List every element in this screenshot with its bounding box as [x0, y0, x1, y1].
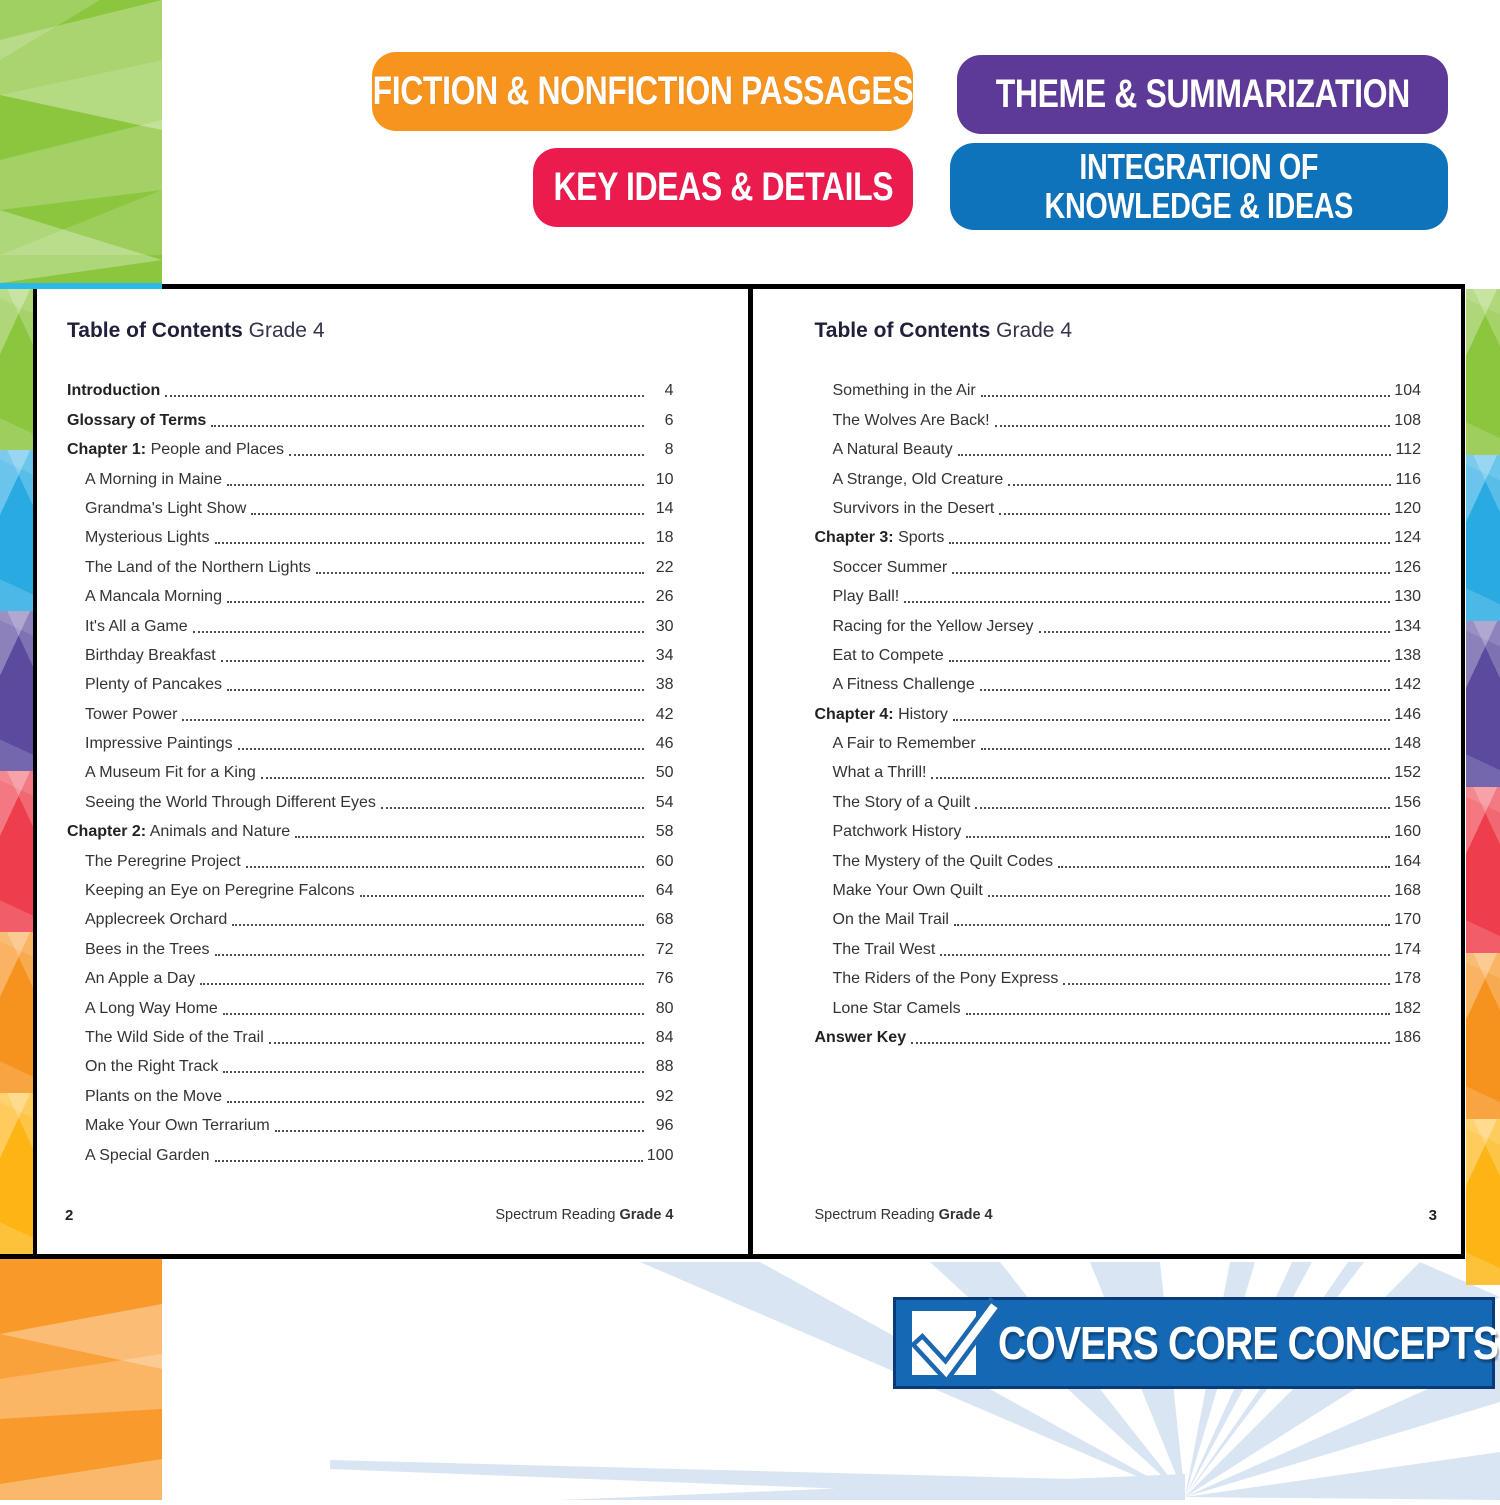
dotted-leader: [215, 1160, 643, 1162]
toc-page-number: 54: [655, 793, 674, 811]
toc-entry: A Fitness Challenge 142: [832, 676, 1421, 694]
dotted-leader: [165, 395, 643, 397]
toc-page-right: [753, 289, 1462, 1254]
toc-entry: The Peregrine Project 60: [85, 852, 674, 870]
dotted-leader: [221, 660, 644, 662]
book-spread: [33, 284, 1465, 1259]
toc-entry: Survivors in the Desert 120: [832, 499, 1421, 517]
toc-entry: Chapter 4: History 146: [814, 705, 1421, 723]
dotted-leader: [246, 866, 644, 868]
rainbow-strip-segment: [1466, 787, 1500, 953]
dotted-leader: [193, 631, 644, 633]
dotted-leader: [215, 542, 644, 544]
toc-page-number: 156: [1394, 793, 1421, 811]
badge-theme-summarization: [957, 55, 1448, 134]
badge-key-ideas: [533, 148, 913, 227]
toc-page-number: 178: [1394, 970, 1421, 988]
decor-green-block: [0, 0, 162, 283]
toc-page-number: 22: [655, 558, 674, 576]
toc-entry: Introduction 4: [67, 382, 674, 400]
rainbow-strip-segment: [0, 450, 33, 611]
covers-core-concepts-banner: [893, 1297, 1499, 1389]
rainbow-strip-segment: [1466, 621, 1500, 787]
toc-page-number: 104: [1394, 382, 1421, 400]
toc-entry: The Story of a Quilt 156: [832, 793, 1421, 811]
dotted-leader: [227, 689, 644, 691]
toc-page-number: 100: [646, 1146, 674, 1164]
dotted-leader: [958, 454, 1391, 456]
toc-page-number: 160: [1394, 823, 1421, 841]
dotted-leader: [1063, 983, 1390, 985]
toc-entry: Plants on the Move 92: [85, 1087, 674, 1105]
toc-entry: What a Thrill! 152: [832, 764, 1421, 782]
toc-entry: Chapter 1: People and Places 8: [67, 441, 674, 459]
dotted-leader: [381, 807, 644, 809]
rainbow-strip-segment: [0, 932, 33, 1093]
toc-entry: On the Mail Trail 170: [832, 911, 1421, 929]
dotted-leader: [182, 719, 643, 721]
toc-entry: On the Right Track 88: [85, 1058, 674, 1076]
toc-page-number: 64: [655, 882, 674, 900]
toc-page-number: 174: [1394, 940, 1421, 958]
toc-page-number: 182: [1394, 999, 1421, 1017]
footer-book-title: Spectrum Reading Grade 4: [495, 1207, 674, 1223]
toc-entry: Something in the Air 104: [832, 382, 1421, 400]
rainbow-strip-segment: [0, 289, 33, 450]
toc-entry: Answer Key 186: [814, 1028, 1421, 1046]
badge-label: KEY IDEAS & DETAILS: [553, 165, 893, 209]
dotted-leader: [931, 777, 1390, 779]
dotted-leader: [952, 572, 1390, 574]
toc-page-number: 84: [655, 1028, 674, 1046]
toc-entry: Eat to Compete 138: [832, 646, 1421, 664]
badge-label: THEME & SUMMARIZATION: [995, 72, 1410, 116]
toc-entry: Make Your Own Quilt 168: [832, 882, 1421, 900]
toc-page-number: 168: [1394, 882, 1421, 900]
dotted-leader: [316, 572, 644, 574]
dotted-leader: [995, 425, 1391, 427]
toc-list-left: [67, 377, 674, 1171]
toc-entry: A Morning in Maine 10: [85, 470, 674, 488]
toc-entry: Lone Star Camels 182: [832, 999, 1421, 1017]
rainbow-strip-segment: [0, 771, 33, 932]
toc-page-number: 18: [655, 529, 674, 547]
toc-entry: Tower Power 42: [85, 705, 674, 723]
toc-entry: Keeping an Eye on Peregrine Falcons 64: [85, 882, 674, 900]
toc-entry: A Long Way Home 80: [85, 999, 674, 1017]
toc-entry: Glossary of Terms 6: [67, 411, 674, 429]
toc-page-number: 42: [655, 705, 674, 723]
rainbow-strip-right: [1466, 289, 1500, 1285]
dotted-leader: [988, 895, 1391, 897]
toc-page-number: 116: [1395, 470, 1421, 488]
toc-page-number: 142: [1394, 676, 1421, 694]
toc-entry: Birthday Breakfast 34: [85, 646, 674, 664]
toc-entry: Racing for the Yellow Jersey 134: [832, 617, 1421, 635]
dotted-leader: [966, 836, 1390, 838]
footer-book-title: Spectrum Reading Grade 4: [814, 1207, 993, 1223]
dotted-leader: [1058, 866, 1390, 868]
toc-page-number: 46: [655, 735, 674, 753]
toc-page-number: 120: [1394, 499, 1421, 517]
dotted-leader: [251, 513, 643, 515]
toc-page-number: 124: [1394, 529, 1421, 547]
dotted-leader: [269, 1042, 644, 1044]
dotted-leader: [940, 954, 1390, 956]
toc-entry: Applecreek Orchard 68: [85, 911, 674, 929]
toc-entry: Soccer Summer 126: [832, 558, 1421, 576]
dotted-leader: [911, 1042, 1390, 1044]
toc-page-number: 4: [664, 382, 674, 400]
dotted-leader: [1008, 484, 1391, 486]
checkmark-icon: [908, 1287, 1002, 1383]
toc-page-number: 138: [1394, 646, 1421, 664]
rainbow-strip-segment: [1466, 289, 1500, 455]
rainbow-strip-segment: [1466, 455, 1500, 621]
rainbow-strip-segment: [1466, 953, 1500, 1119]
badge-fiction-nonfiction: [372, 52, 913, 131]
dotted-leader: [949, 542, 1390, 544]
toc-page-number: 72: [655, 940, 674, 958]
dotted-leader: [954, 924, 1390, 926]
toc-page-number: 58: [655, 823, 674, 841]
dotted-leader: [1039, 631, 1391, 633]
toc-entry: Seeing the World Through Different Eyes 54: [85, 793, 674, 811]
dotted-leader: [223, 1013, 644, 1015]
toc-entry: Chapter 2: Animals and Nature 58: [67, 823, 674, 841]
dotted-leader: [275, 1130, 644, 1132]
toc-entry: Mysterious Lights 18: [85, 529, 674, 547]
dotted-leader: [999, 513, 1390, 515]
page-footer: [37, 1207, 748, 1224]
toc-entry: The Wild Side of the Trail 84: [85, 1028, 674, 1046]
dotted-leader: [211, 425, 643, 427]
dotted-leader: [980, 689, 1390, 691]
toc-entry: Plenty of Pancakes 38: [85, 676, 674, 694]
rainbow-strip-segment: [0, 1093, 33, 1254]
toc-page-number: 186: [1394, 1028, 1421, 1046]
dotted-leader: [261, 777, 644, 779]
toc-entry: The Riders of the Pony Express 178: [832, 970, 1421, 988]
toc-page-number: 8: [664, 441, 674, 459]
dotted-leader: [215, 954, 644, 956]
dotted-leader: [232, 924, 643, 926]
dotted-leader: [295, 836, 643, 838]
toc-page-number: 68: [655, 911, 674, 929]
toc-entry: The Land of the Northern Lights 22: [85, 558, 674, 576]
dotted-leader: [981, 748, 1391, 750]
dotted-leader: [953, 719, 1390, 721]
rainbow-strip-segment: [0, 611, 33, 772]
toc-page-number: 10: [655, 470, 674, 488]
badge-integration: [950, 143, 1448, 230]
toc-page-number: 80: [655, 999, 674, 1017]
toc-page-number: 76: [655, 970, 674, 988]
page-title: Table of Contents Grade 4: [67, 319, 325, 342]
toc-entry: A Museum Fit for a King 50: [85, 764, 674, 782]
checkbox: [912, 1311, 976, 1375]
dotted-leader: [966, 1013, 1391, 1015]
toc-page-number: 130: [1394, 588, 1421, 606]
toc-page-number: 126: [1394, 558, 1421, 576]
dotted-leader: [227, 1101, 644, 1103]
toc-page-number: 164: [1394, 852, 1421, 870]
dotted-leader: [949, 660, 1391, 662]
toc-page-number: 6: [664, 411, 674, 429]
dotted-leader: [289, 454, 644, 456]
page-number: 2: [65, 1207, 74, 1224]
dotted-leader: [227, 601, 644, 603]
toc-entry: Grandma's Light Show 14: [85, 499, 674, 517]
dotted-leader: [200, 983, 643, 985]
toc-page-number: 60: [655, 852, 674, 870]
toc-page-number: 30: [655, 617, 674, 635]
toc-entry: A Mancala Morning 26: [85, 588, 674, 606]
toc-entry: Patchwork History 160: [832, 823, 1421, 841]
toc-page-number: 146: [1394, 705, 1421, 723]
toc-entry: Make Your Own Terrarium 96: [85, 1117, 674, 1135]
toc-page-number: 112: [1395, 441, 1421, 459]
dotted-leader: [975, 807, 1390, 809]
rainbow-strip-left: [0, 289, 33, 1254]
toc-entry: An Apple a Day 76: [85, 970, 674, 988]
page-footer: [753, 1207, 1462, 1224]
dotted-leader: [223, 1071, 643, 1073]
toc-page-number: 50: [655, 764, 674, 782]
toc-entry: A Fair to Remember 148: [832, 735, 1421, 753]
toc-page-number: 134: [1394, 617, 1421, 635]
toc-entry: Bees in the Trees 72: [85, 940, 674, 958]
toc-page-number: 26: [655, 588, 674, 606]
dotted-leader: [238, 748, 644, 750]
toc-entry: The Mystery of the Quilt Codes 164: [832, 852, 1421, 870]
toc-entry: The Wolves Are Back! 108: [832, 411, 1421, 429]
badge-label: INTEGRATION OF KNOWLEDGE & IDEAS: [1044, 145, 1354, 226]
dotted-leader: [227, 484, 644, 486]
toc-page-left: [37, 289, 748, 1254]
toc-page-number: 148: [1394, 735, 1421, 753]
toc-page-number: 152: [1394, 764, 1421, 782]
toc-entry: Chapter 3: Sports 124: [814, 529, 1421, 547]
toc-page-number: 108: [1394, 411, 1421, 429]
toc-page-number: 34: [655, 646, 674, 664]
dotted-leader: [360, 895, 644, 897]
badge-label: FICTION & NONFICTION PASSAGES: [372, 69, 913, 113]
decor-cyan-line: [0, 283, 162, 289]
banner-label: COVERS CORE CONCEPTS: [998, 1317, 1499, 1369]
page-number: 3: [1428, 1207, 1437, 1224]
toc-entry: A Natural Beauty 112: [832, 441, 1421, 459]
decor-orange-block: [0, 1259, 162, 1500]
toc-page-number: 92: [655, 1087, 674, 1105]
dotted-leader: [904, 601, 1390, 603]
toc-entry: It's All a Game 30: [85, 617, 674, 635]
toc-page-number: 88: [655, 1058, 674, 1076]
toc-entry: The Trail West 174: [832, 940, 1421, 958]
toc-page-number: 96: [655, 1117, 674, 1135]
toc-entry: A Special Garden 100: [85, 1146, 674, 1164]
toc-entry: A Strange, Old Creature 116: [832, 470, 1421, 488]
toc-entry: Play Ball! 130: [832, 588, 1421, 606]
toc-page-number: 170: [1394, 911, 1421, 929]
toc-page-number: 14: [655, 499, 674, 517]
page-title: Table of Contents Grade 4: [814, 319, 1073, 342]
toc-list-right: [815, 377, 1422, 1053]
rainbow-strip-segment: [1466, 1119, 1500, 1285]
toc-page-number: 38: [655, 676, 674, 694]
toc-entry: Impressive Paintings 46: [85, 735, 674, 753]
dotted-leader: [981, 395, 1391, 397]
